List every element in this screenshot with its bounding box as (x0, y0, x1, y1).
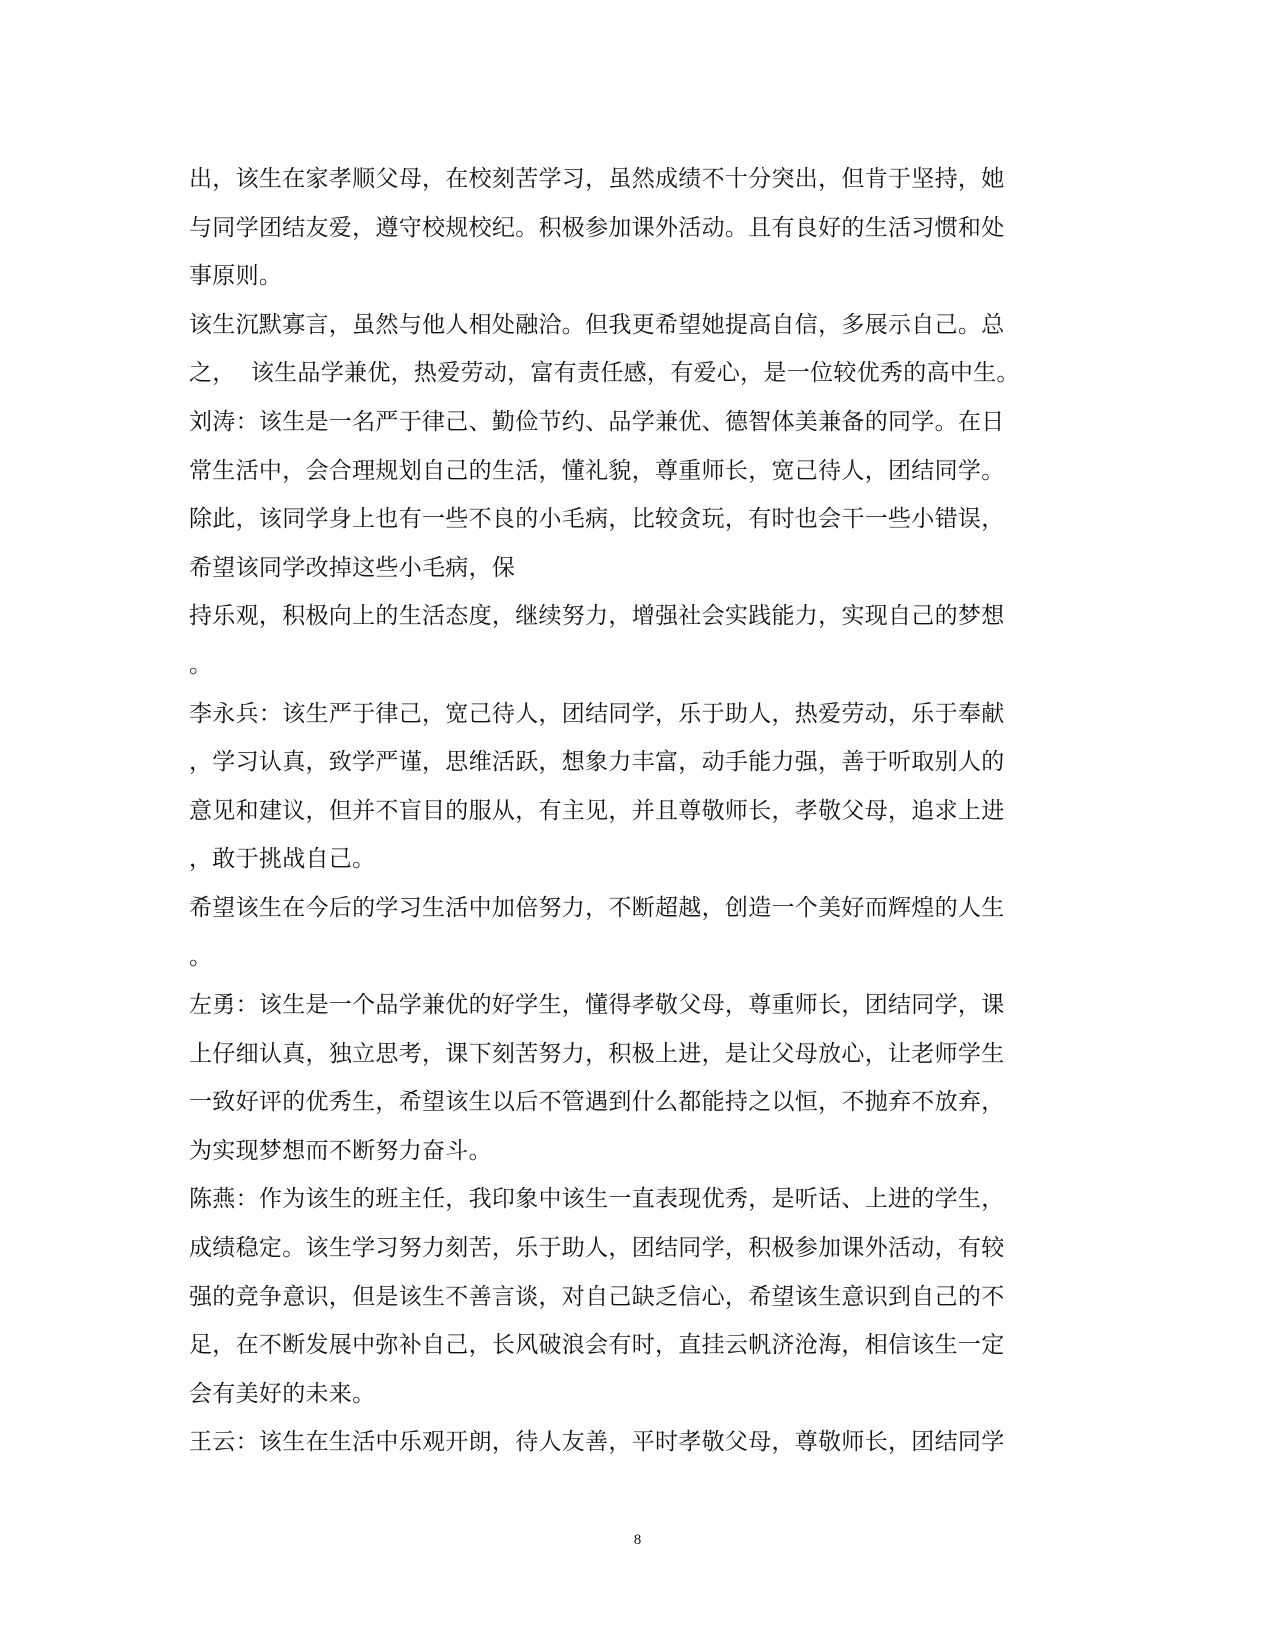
text-line: 足，在不断发展中弥补自己，长风破浪会有时，直挂云帆济沧海，相信该生一定 (189, 1332, 1005, 1359)
text-line: 强的竞争意识，但是该生不善言谈，对自己缺乏信心，希望该生意识到自己的不 (189, 1283, 1005, 1310)
text-line: 与同学团结友爱，遵守校规校纪。积极参加课外活动。且有良好的生活习惯和处 (189, 214, 1005, 241)
text-line: 左勇：该生是一个品学兼优的好学生，懂得孝敬父母，尊重师长，团结同学，课 (189, 992, 1005, 1019)
body-text (189, 155, 1069, 1467)
text-line: 事原则。 (189, 263, 283, 290)
text-line: 成绩稳定。该生学习努力刻苦，乐于助人，团结同学，积极参加课外活动，有较 (189, 1235, 1005, 1262)
text-line: ，学习认真，致学严谨，思维活跃，想象力丰富，动手能力强，善于听取别人的 (189, 749, 1005, 776)
text-line: 持乐观，积极向上的生活态度，继续努力，增强社会实践能力，实现自己的梦想 (189, 603, 1005, 630)
text-line: 常生活中，会合理规划自己的生活，懂礼貌，尊重师长，宽己待人，团结同学。 (189, 457, 1005, 484)
text-line: 王云：该生在生活中乐观开朗，待人友善，平时孝敬父母，尊敬师长，团结同学 (189, 1429, 1005, 1456)
text-line: 会有美好的未来。 (189, 1380, 376, 1407)
text-line: 。 (189, 943, 213, 970)
text-line: 李永兵：该生严于律己，宽己待人，团结同学，乐于助人，热爱劳动，乐于奉献 (189, 700, 1005, 727)
text-line: 。 (189, 651, 213, 678)
text-line: 希望该同学改掉这些小毛病，保 (189, 554, 516, 581)
text-line: 一致好评的优秀生，希望该生以后不管遇到什么都能持之以恒，不抛弃不放弃， (189, 1089, 1005, 1116)
text-line: 上仔细认真，独立思考，课下刻苦努力，积极上进，是让父母放心，让老师学生 (189, 1040, 1005, 1067)
text-line: 为实现梦想而不断努力奋斗。 (189, 1137, 492, 1164)
text-line: 之， 该生品学兼优，热爱劳动，富有责任感，有爱心，是一位较优秀的高中生。 (189, 360, 1020, 387)
text-line: 刘涛：该生是一名严于律己、勤俭节约、品学兼优、德智体美兼备的同学。在日 (189, 408, 1005, 435)
text-line: 该生沉默寡言，虽然与他人相处融洽。但我更希望她提高自信，多展示自己。总 (189, 311, 1005, 338)
text-line: 除此，该同学身上也有一些不良的小毛病，比较贪玩，有时也会干一些小错误， (189, 506, 1005, 533)
text-line: 出，该生在家孝顺父母，在校刻苦学习，虽然成绩不十分突出，但肯于坚持，她 (189, 166, 1005, 192)
text-line: ，敢于挑战自己。 (189, 846, 376, 873)
text-line: 意见和建议，但并不盲目的服从，有主见，并且尊敬师长，孝敬父母，追求上进 (189, 797, 1005, 824)
text-line: 陈燕：作为该生的班主任，我印象中该生一直表现优秀，是听话、上进的学生， (189, 1186, 1005, 1213)
page-number: 8 (633, 1532, 642, 1548)
text-line: 希望该生在今后的学习生活中加倍努力，不断超越，创造一个美好而辉煌的人生 (189, 894, 1005, 921)
